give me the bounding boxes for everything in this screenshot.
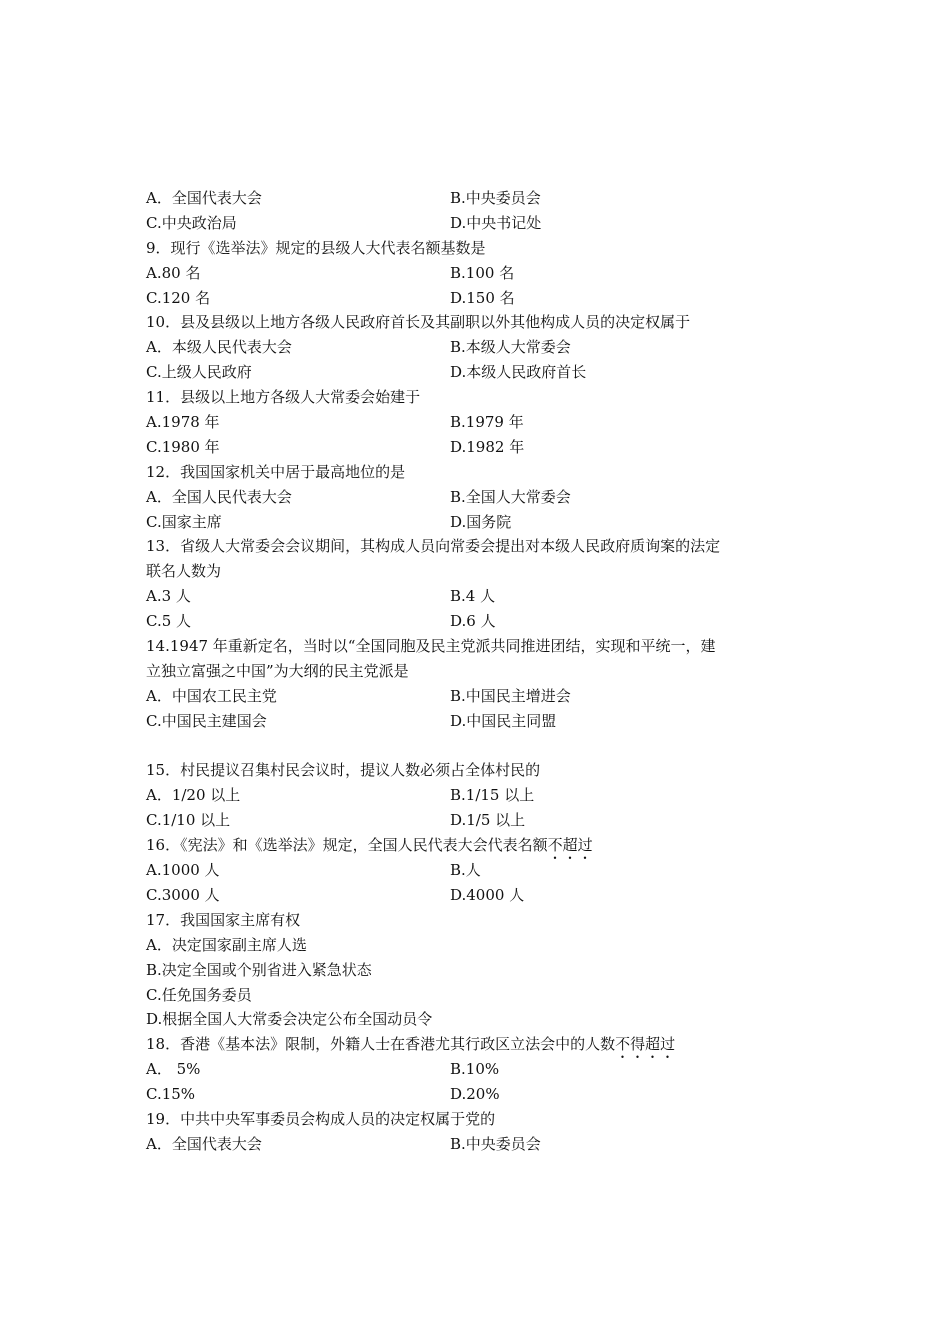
option-row [146,435,806,460]
question-line [146,634,806,659]
option-row [146,485,806,510]
question-text: B.决定全国或个别省进入紧急状态 [146,960,372,979]
question-text: 14.1947 年重新定名，当时以“全国同胞及民主党派共同推进团结，实现和平统一，建 [146,637,716,656]
emphasized-text: 不超过 [547,836,593,855]
option-right: B.100 名 [450,263,515,282]
question-text: A．决定国家副主席人选 [146,935,307,954]
option-row [146,286,806,311]
option-left: C.中央政治局 [146,213,237,232]
option-right: D.国务院 [450,512,512,531]
question-line [146,534,806,559]
question-line [146,659,806,684]
option-row [146,883,806,908]
blank-line [146,734,806,759]
option-left: A.1000 人 [146,861,220,880]
option-row [146,684,806,709]
exam-page [146,186,806,1157]
question-text: 10．县及县级以上地方各级人民政府首长及其副职以外其他构成人员的决定权属于 [146,313,691,332]
option-right: B.人 [450,861,481,880]
question-line [146,758,806,783]
option-row [146,1132,806,1157]
question-text: 9．现行《选举法》规定的县级人大代表名额基数是 [146,238,486,257]
option-left: A． 5% [146,1060,201,1079]
option-row [146,261,806,286]
question-text: 19．中共中央军事委员会构成人员的决定权属于党的 [146,1109,496,1128]
option-right: D.本级人民政府首长 [450,363,587,382]
question-line [146,1007,806,1032]
question-line [146,1107,806,1132]
option-row [146,709,806,734]
question-line [146,385,806,410]
question-line [146,958,806,983]
option-row [146,1057,806,1082]
option-left: C.1/10 以上 [146,811,231,830]
option-right: B.全国人大常委会 [450,487,571,506]
option-left: C.中国民主建国会 [146,711,267,730]
option-left: A.80 名 [146,263,201,282]
option-row [146,211,806,236]
question-text: 12．我国国家机关中居于最高地位的是 [146,462,406,481]
option-left: A．全国人民代表大会 [146,487,292,506]
option-right: D.1982 年 [450,437,525,456]
option-right: B.10% [450,1060,500,1079]
option-left: C.5 人 [146,612,192,631]
question-line [146,236,806,261]
option-right: D.中国民主同盟 [450,711,557,730]
option-left: A．全国代表大会 [146,1134,262,1153]
question-text: 联名人数为 [146,562,222,581]
option-right: B.中国民主增进会 [450,686,571,705]
question-line [146,1032,806,1057]
question-line [146,460,806,485]
question-text: 11．县级以上地方各级人大常委会始建于 [146,388,421,407]
question-line [146,983,806,1008]
emphasized-text: 不得超过 [615,1035,676,1054]
option-right: B.1979 年 [450,413,524,432]
question-text: C.任免国务委员 [146,985,252,1004]
question-text: 15．村民提议召集村民会议时，提议人数必须占全体村民的 [146,761,541,780]
option-left: A．全国代表大会 [146,189,262,207]
question-line [146,908,806,933]
option-left: A．本级人民代表大会 [146,338,292,357]
question-text: 18．香港《基本法》限制，外籍人士在香港尤其行政区立法会中的人数 [146,1035,616,1054]
option-right: D.中央书记处 [450,213,542,232]
option-row [146,858,806,883]
option-right: D.6 人 [450,612,496,631]
option-right: D.4000 人 [450,885,525,904]
option-row [146,510,806,535]
option-right: D.1/5 以上 [450,811,526,830]
option-row [146,808,806,833]
option-left: C.3000 人 [146,885,220,904]
option-left: A.3 人 [146,587,191,606]
question-line [146,933,806,958]
option-right: B.1/15 以上 [450,786,535,805]
option-right: D.150 名 [450,288,515,307]
option-right: B.本级人大常委会 [450,338,571,357]
option-right: B.中央委员会 [450,189,541,207]
option-row [146,1082,806,1107]
question-text: 立独立富强之中国”为大纲的民主党派是 [146,661,409,680]
option-left: C.上级人民政府 [146,363,252,382]
option-left: A.1978 年 [146,413,220,432]
question-text: 13．省级人大常委会会议期间，其构成人员向常委会提出对本级人民政府质询案的法定 [146,537,721,556]
option-row [146,783,806,808]
question-line [146,559,806,584]
option-right: D.20% [450,1085,500,1104]
option-row [146,335,806,360]
option-left: C.1980 年 [146,437,220,456]
option-row [146,360,806,385]
option-left: C.15% [146,1085,196,1104]
option-row [146,584,806,609]
question-line [146,310,806,335]
question-text: D.根据全国人大常委会决定公布全国动员令 [146,1010,433,1029]
option-row [146,609,806,634]
option-left: A．中国农工民主党 [146,686,277,705]
question-text: 16．《宪法》和《选举法》规定，全国人民代表大会代表名额 [146,836,548,855]
question-text: 17．我国国家主席有权 [146,910,301,929]
option-left: C.国家主席 [146,512,222,531]
option-row [146,186,806,211]
option-row [146,410,806,435]
question-line [146,833,806,858]
option-right: B.中央委员会 [450,1134,541,1153]
option-left: C.120 名 [146,288,211,307]
option-right: B.4 人 [450,587,496,606]
option-left: A．1/20 以上 [146,786,241,805]
